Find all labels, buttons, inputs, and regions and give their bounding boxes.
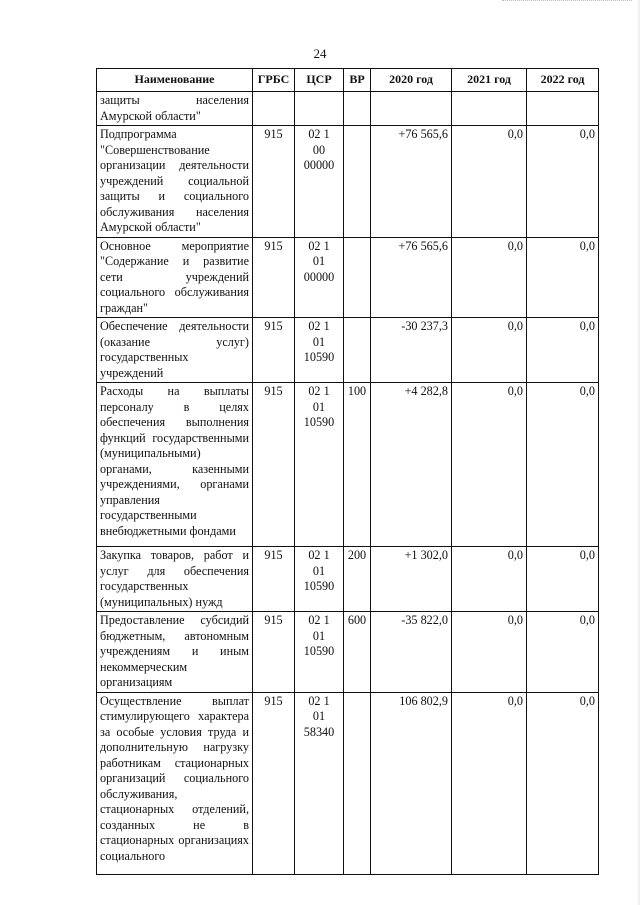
scan-edge-mark	[502, 0, 632, 4]
row-grbs	[253, 92, 295, 126]
row-name: Закупка товаров, работ и услуг для обеспечения государственных (муниципальных) нужд	[97, 547, 253, 612]
row-2020: -35 822,0	[371, 612, 452, 693]
page-number: 24	[313, 46, 327, 61]
header-name: Наименование	[97, 69, 253, 92]
row-csr: 02 1 01 10590	[295, 383, 344, 547]
row-csr: 02 1 01 00000	[295, 237, 344, 318]
header-2020: 2020 год	[371, 69, 452, 92]
row-name: Обеспечение деятельности (оказание услуг) государственных учреждений	[97, 318, 253, 383]
row-vr	[344, 692, 371, 874]
row-2020: +76 565,6	[371, 126, 452, 238]
row-2021: 0,0	[452, 383, 527, 547]
row-csr: 02 1 00 00000	[295, 126, 344, 238]
row-2020: +76 565,6	[371, 237, 452, 318]
row-vr	[344, 237, 371, 318]
row-2022: 0,0	[527, 237, 599, 318]
header-2021: 2021 год	[452, 69, 527, 92]
row-2022: 0,0	[527, 126, 599, 238]
row-csr: 02 1 01 10590	[295, 612, 344, 693]
row-csr: 02 1 01 10590	[295, 547, 344, 612]
table-row	[97, 318, 599, 383]
row-2021: 0,0	[452, 547, 527, 612]
row-name: Подпрограмма "Совершенствование организации деятельности учреждений социальной защиты и социального обслуживания населения Амурской области"	[97, 126, 253, 238]
table-row	[97, 547, 599, 612]
row-2022: 0,0	[527, 318, 599, 383]
header-grbs: ГРБС	[253, 69, 295, 92]
table-row	[97, 92, 599, 126]
row-name: Расходы на выплаты персоналу в целях обеспечения выполнения функций государственными (муниципальными) органами, казенными учреждениями, органами управления государственными внебюджетными фондами	[97, 383, 253, 547]
row-2022: 0,0	[527, 692, 599, 874]
budget-table	[96, 68, 599, 875]
row-2021: 0,0	[452, 318, 527, 383]
row-grbs: 915	[253, 383, 295, 547]
row-2020: 106 802,9	[371, 692, 452, 874]
row-2020	[371, 92, 452, 126]
row-csr: 02 1 01 58340	[295, 692, 344, 874]
row-2020: -30 237,3	[371, 318, 452, 383]
row-2020: +1 302,0	[371, 547, 452, 612]
table-row	[97, 237, 599, 318]
row-2022: 0,0	[527, 547, 599, 612]
row-2022: 0,0	[527, 383, 599, 547]
row-2021	[452, 92, 527, 126]
row-grbs: 915	[253, 126, 295, 238]
row-vr: 600	[344, 612, 371, 693]
header-vr: ВР	[344, 69, 371, 92]
row-2020: +4 282,8	[371, 383, 452, 547]
row-vr	[344, 92, 371, 126]
row-name: Предоставление субсидий бюджетным, автономным учреждениям и иным некоммерческим организациям	[97, 612, 253, 693]
table-header-row	[97, 69, 599, 92]
row-vr	[344, 318, 371, 383]
row-2021: 0,0	[452, 692, 527, 874]
row-grbs: 915	[253, 237, 295, 318]
row-vr: 100	[344, 383, 371, 547]
table-row	[97, 383, 599, 547]
row-2022	[527, 92, 599, 126]
row-2021: 0,0	[452, 237, 527, 318]
row-grbs: 915	[253, 318, 295, 383]
row-grbs: 915	[253, 692, 295, 874]
row-grbs: 915	[253, 612, 295, 693]
header-csr: ЦСР	[295, 69, 344, 92]
row-2022: 0,0	[527, 612, 599, 693]
row-2021: 0,0	[452, 612, 527, 693]
row-name: Осуществление выплат стимулирующего характера за особые условия труда и дополнительную нагрузку работникам стационарных организаций социального обслуживания, стационарных отделений, созданных не в стационарных организациях социального	[97, 692, 253, 874]
row-csr	[295, 92, 344, 126]
header-2022: 2022 год	[527, 69, 599, 92]
row-2021: 0,0	[452, 126, 527, 238]
row-vr	[344, 126, 371, 238]
row-name: Основное мероприятие "Содержание и развитие сети учреждений социального обслуживания граждан"	[97, 237, 253, 318]
row-name: защиты населения Амурской области"	[97, 92, 253, 126]
table-row	[97, 612, 599, 693]
table-row	[97, 692, 599, 874]
row-csr: 02 1 01 10590	[295, 318, 344, 383]
row-vr: 200	[344, 547, 371, 612]
row-grbs: 915	[253, 547, 295, 612]
table-row	[97, 126, 599, 238]
